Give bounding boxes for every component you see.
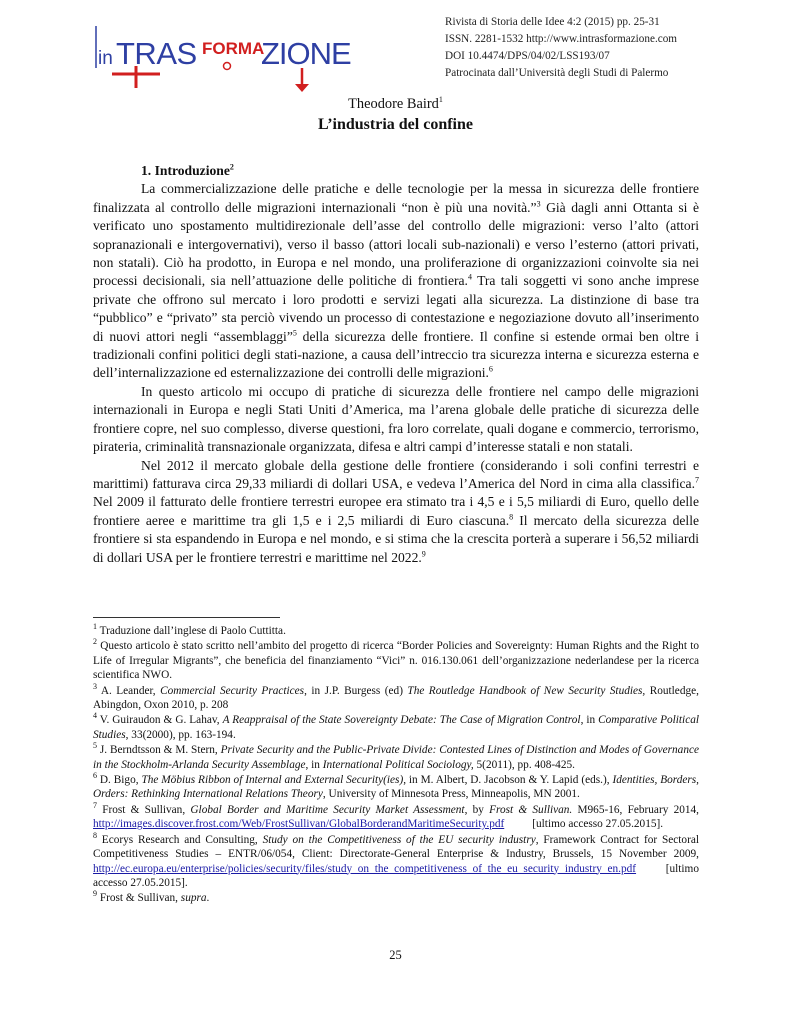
footnote-text: , in — [580, 714, 599, 727]
footnote-ref[interactable]: 8 — [509, 512, 514, 522]
footnote-text: , University of Minnesota Press, Minneapolis, MN 2001. — [322, 788, 580, 801]
footnote-9 — [93, 891, 699, 905]
footnote-ref[interactable]: 4 — [467, 272, 472, 282]
footnote-number: 7 — [93, 801, 97, 811]
journal-header — [445, 14, 677, 82]
footnote-work-title: Commercial Security Practices — [160, 684, 305, 697]
footnote-divider — [93, 617, 280, 618]
footnote-text: Routledge, Abingdon, Oxon 2010, p. 208 — [93, 684, 699, 712]
footnote-work-title: Private Security and the Public-Private Divide: Contested Lines of Distinction and Modes of Governance in the Stockholm-Arlanda Security Assemblage — [93, 744, 700, 771]
patronage-line: Patrocinata dall’Università degli Studi di Palermo — [445, 67, 669, 79]
footnote-text: V. Guiraudon & G. Lahav, — [97, 714, 223, 727]
paragraph-text: Nel 2009 il fatturato delle frontiere terrestri europee era stimato tra i 4,5 e i 5,5 miliardi di Euro, quello delle frontiere aeree e marittime tra gli 1,5 e i 2,5 miliardi di Euro ciascuna. — [93, 494, 699, 528]
footnote-text: Frost & Sullivan, — [97, 892, 181, 905]
footnote-text: , 33(2000), pp. 163-194. — [125, 728, 236, 741]
footnote-work-title: The Möbius Ribbon of Internal and External Security(ies) — [141, 774, 404, 787]
footnote-text: D. Bigo, — [97, 774, 142, 787]
footnote-ref[interactable]: 2 — [229, 162, 234, 172]
article-body — [93, 162, 699, 567]
journal-citation: Rivista di Storia delle Idee 4:2 (2015) pp. 25-31 — [445, 16, 660, 28]
article-title: L’industria del confine — [318, 116, 473, 133]
footnote-link[interactable]: http://ec.europa.eu/enterprise/policies/security/files/study_on_the_competitiveness_of_the_eu_security_industry_en.pdf — [93, 862, 637, 875]
footnote-work-title: A Reappraisal of the State Sovereignty Debate: The Case of Migration Control — [222, 714, 581, 727]
author-line — [0, 96, 791, 113]
doi-line: DOI 10.4474/DPS/04/02/LSS193/07 — [445, 50, 610, 62]
footnote-number: 2 — [93, 637, 97, 647]
footnote-ref[interactable]: 1 — [438, 95, 443, 105]
footnote-work-title: supra — [180, 892, 207, 905]
footnote-work-title: Frost & Sullivan. — [489, 803, 573, 816]
section-heading-text: 1. Introduzione — [141, 163, 230, 178]
paragraph-1 — [93, 180, 699, 382]
footnote-ref[interactable]: 7 — [695, 475, 699, 485]
paragraph-text: Tra tali soggetti vi sono anche imprese private che offrono sul mercato i loro prodotti e servizi legati alla sicurezza. La distinzione di base tra “pubblico” e “privato” sta perciò vivendo un processo di contestazione e negoziazione dovuto all’inserimento di nuovi attori negli “assemblaggi” — [93, 273, 699, 344]
footnote-work-title: Global Border and Maritime Security Market Assessment — [190, 803, 465, 816]
footnote-2 — [93, 639, 699, 682]
logo-text-forma: FORMA — [202, 39, 265, 58]
paragraph-text: Nel 2012 il mercato globale della gestione delle frontiere (considerando i soli confini terrestri e marittimi) fatturava circa 29,33 miliardi di dollari USA, e vedeva l’America del Nord in cima alla classifica. — [93, 457, 699, 491]
footnote-text: , in J.P. Burgess (ed) — [304, 684, 408, 697]
paragraph-3 — [93, 457, 699, 567]
footnote-ref[interactable]: 3 — [536, 199, 541, 209]
footnote-4 — [93, 713, 699, 742]
logo-text-in: in — [98, 48, 113, 69]
footnote-number: 3 — [93, 681, 97, 691]
footnote-text: Frost & Sullivan, — [97, 803, 191, 816]
footnotes — [93, 624, 699, 907]
paragraph-2: In questo articolo mi occupo di pratiche di sicurezza delle frontiere nel campo delle migrazioni internazionali in Europa e negli Stati Uniti d’America, ma l’arena globale delle pratiche di sicurezza delle frontiere copre, nel suo complesso, diverse questioni, fra loro correlate, quali dogane e commercio, terrorismo, pirateria, criminalità transnazionale organizzata, difesa e altri campi d’interesse statali e non statali. — [93, 383, 699, 455]
footnote-text: J. Berndtsson & M. Stern, — [97, 744, 221, 757]
page-number: 25 — [389, 948, 402, 962]
footnote-1 — [93, 624, 699, 638]
footnote-text: , by — [464, 803, 490, 816]
footnote-work-title: Study on the Competitiveness of the EU security industry — [262, 833, 536, 846]
footnote-text: , in — [305, 758, 323, 771]
section-heading — [141, 162, 699, 180]
footnote-text: . — [206, 892, 210, 905]
paragraph-text: Già dagli anni Ottanta si è verificato uno spostamento multidirezionale dell’asse del controllo delle migrazioni: verso l’alto (attori sopranazionali e intergovernativi), verso il basso (attori locali sub-nazionali) e verso l’esterno (attori privati, non statali). Ciò ha prodotto, in Europa e nel mondo, una proliferazione di organizzazioni coinvolte sia nei processi decisionali, sia nell’attuazione delle politiche di frontiera. — [93, 199, 699, 289]
footnote-ref[interactable]: 9 — [421, 549, 426, 558]
logo-text-zione: ZIONE — [261, 36, 351, 71]
footnote-number: 5 — [93, 741, 97, 751]
footnote-text: , Framework Contract for Sectoral Competitiveness Studies – ENTR/06/054, Client: Directorate-General Enterprise & Industry, Brussels, 15 November 2009, — [93, 833, 699, 861]
footnote-8 — [93, 830, 699, 891]
footnote-work-title: Identities, Borders, Orders: Rethinking International Relations Theory — [93, 774, 700, 801]
footnote-text: [ultimo accesso 27.05.2015]. — [93, 862, 699, 889]
footnote-6 — [93, 773, 699, 802]
paragraph-text: della sicurezza delle frontiere. Il confine si estende ormai ben oltre i tradizionali confini politici degli stati-nazione, a causa dell’intreccio tra sicurezza interna e sicurezza esterna e dell’internalizzazione ed esternalizzazione dei controlli delle migrazioni. — [93, 328, 699, 381]
footnote-link[interactable]: http://images.discover.frost.com/Web/FrostSullivan/GlobalBorderandMaritimeSecurity.pdf — [93, 818, 505, 831]
footnote-text: , in M. Albert, D. Jacobson & Y. Lapid (eds.), — [403, 774, 613, 787]
footnote-number: 9 — [93, 889, 97, 899]
paragraph-text: La commercializzazione delle pratiche e delle tecnologie per la messa in sicurezza delle frontiere finalizzata al controllo delle migrazioni internazionali “non è più una novità.” — [93, 181, 699, 215]
logo-text-tras: TRAS — [116, 36, 197, 71]
footnote-number: 4 — [93, 711, 97, 721]
footnote-text: 5(2011), pp. 408-425. — [473, 758, 575, 771]
footnote-5 — [93, 743, 699, 772]
footnote-text: M965-16, February 2014, — [572, 803, 699, 816]
footnote-work-title: International Political Sociology, — [322, 758, 474, 771]
footnote-7 — [93, 803, 699, 832]
footnote-text: Questo articolo è stato scritto nell’ambito del progetto di ricerca “Border Policies and Sovereignty: Human Rights and the Right to Life of Irregular Migrants”, che beneficia del finanziamento “Vici” n. 016.130.061 dell’organizzazione nederlandese per la ricerca scientifica NWO. — [93, 640, 699, 682]
footnote-work-title: The Routledge Handbook of New Security Studies, — [407, 684, 646, 697]
footnote-text: [ultimo accesso 27.05.2015]. — [532, 818, 664, 831]
footnote-work-title: Comparative Political Studies — [93, 714, 699, 741]
footnote-number: 8 — [93, 830, 97, 840]
footnote-text: Ecorys Research and Consulting, — [97, 833, 263, 846]
footnote-number: 1 — [93, 622, 97, 632]
footnote-ref[interactable]: 5 — [292, 328, 297, 338]
footnote-3 — [93, 681, 699, 713]
footnote-text: Traduzione dall’inglese di Paolo Cuttitta. — [97, 625, 286, 637]
footnote-text: A. Leander, — [97, 684, 161, 697]
issn-line: ISSN. 2281-1532 http://www.intrasformazione.com — [445, 33, 678, 45]
footnote-ref[interactable]: 6 — [488, 364, 493, 374]
paragraph-text: Il mercato della sicurezza delle frontiere si sta espandendo in Europa e nel mondo, e si stima che la crescita porterà a superare i 56,52 miliardi di dollari USA per le frontiere terrestri e marittime nel 2022. — [93, 512, 700, 565]
intrasformazione-logo — [90, 22, 351, 94]
author-name: Theodore Baird — [348, 96, 439, 112]
footnote-number: 6 — [93, 771, 97, 781]
